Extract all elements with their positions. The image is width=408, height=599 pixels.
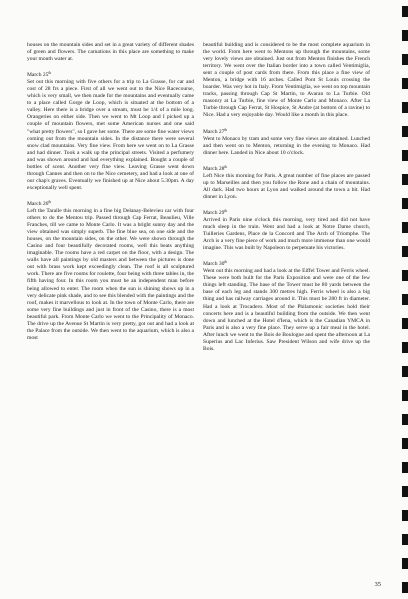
edge-mark [402,558,408,569]
entry-text: Went out this morning and had a look at the Eiffel Tower and Ferris wheel. These were both built for the Paris Exposition and were one of the few things left standing. The base of the Tower must be 80 yards between the base of each leg and stands 300 metres high. Ferris wheel is also a big thing and has railway carriages around it. This must be 280 ft in diameter. Had a look at Trocadero. Most of the Philamonic societies hold their concerts here and is a beautiful building from the outside. We then went down and lunched at the Hotel d'Iena, which is the Canadian YMCA in Paris and is also a very fine place. They serve up a fair meal in the hotel. After lunch we went to the Bois de Boulogne and spent the afternoon at La Superius and Lac Inferius. Saw President Wilson and wife drive up the Bois. [203,268,370,352]
edge-mark [402,390,408,401]
entry-continuation-right [203,42,370,120]
entry-text: Set out this morning with five others for a trip to La Grasse, for car and cost of 28 frs a piece. First of all we went out to the Nice Racecourse, which is very small, we then made for the mountains and eventually came to a place called Gorge de Loop, which is situated at the bottom of a valley. Here there is a bridge over a stream, must be 1/4 of a mile long. Orangeries on either side. Then we went to Mt Loop and I picked up a couple of mountain flowers, met some American nurses and one said "what pretty flowers", so I gave her some. There are some fine water views coming out from the mountain sides. In the distance there were several snow clad mountains. Very fine view. From here we went on to La Grasse and had dinner. Took a walk up the principal streets. Visited a perfumery and was shown around and had everything explained. Bought a couple of bottles of scent. Another very fine view. Leaving Grasse went down through Cannes and then on to the Nice cemetery, and had a look at one of our chap's graves. Eventually we finished up at Nice about 5.30pm. A day exceptionally well spent. [27,79,194,191]
entry-continuation-left [27,42,194,63]
edge-mark [402,150,408,161]
edge-mark [402,534,408,545]
edge-mark [402,198,408,209]
edge-mark [402,510,408,521]
entry-march-26 [27,201,194,342]
entry-march-27 [203,129,370,157]
left-column [27,42,194,351]
entry-text: beautiful building and is considered to be the most complete aquarium in the world. From here went to Mentons up through the mountains, some very lovely views are obtained. Just out from Menton finishes the French territory. We went over the Italian border into a town called Ventimiglia, sent a couple of post cards from there. From this place a fine view of Menton, a bridge with 16 arches. Called Pont St Louis crossing the boarder. Was very hot in Italy. From Ventimiglia, we went on top mountain tracks, passing through Cap St Martin, to Avaran to La Turbie. Old masonry at La Turbie, fine view of Monte Carlo and Monaco. After La Turbie through Cap Ferrat, St Hospice, St Andre (at bottom of a ravine) to Nice. Had a very enjoyable day. Would like a month in this place. [203,42,370,119]
entry-date-heading: March 29th [203,208,228,216]
entry-march-28 [203,166,370,201]
entry-text: Left Nice this morning for Paris. A great number of fine places are passed up to Marseilles and then you follow the Rone and a chain of mountains. All dark. Had two hours at Lyon and walked around the town a bit. Had dinner in Lyon. [203,172,370,200]
entry-date-heading: March 28th [203,164,228,172]
right-column [203,42,370,362]
edge-mark [402,222,408,233]
edge-mark [402,342,408,353]
entry-date-heading: March 25th [27,71,52,79]
edge-mark [402,582,408,593]
edge-mark [402,6,408,17]
edge-mark [402,486,408,497]
entry-date-heading: March 27th [203,127,228,135]
edge-mark [402,30,408,41]
edge-mark [402,438,408,449]
edge-mark [402,246,408,257]
entry-march-29 [203,210,370,252]
edge-mark [402,54,408,65]
edge-mark [402,366,408,377]
edge-mark [402,174,408,185]
entry-march-25 [27,72,194,192]
edge-mark [402,318,408,329]
entry-date-heading: March 30th [203,260,228,268]
entry-text: Arrived in Paris nine o'clock this morning, very tired and did not have much sleep in the train. Went and had a look at Notre Dame church, Tuilleries Gardens, Place de la Concord and The Arch of Triomphe. The Arch is a very fine piece of work and much more immense than one would imagine. This was built by Napoleon to perpetuate his victories. [203,216,370,252]
entry-text: houses on the mountain sides and set in a great variety of different shades of green and flowers. The carnations in this place are something to make your mouth water at. [27,42,194,63]
edge-mark [402,414,408,425]
edge-mark [402,462,408,473]
binding-edge-marks [398,0,408,599]
edge-mark [402,294,408,305]
edge-mark [402,270,408,281]
edge-mark [402,78,408,89]
page-number: 35 [374,581,381,588]
entry-text: Went to Monaco by tram and some very fine views are obtained. Lunched and then went on to Menton, returning in the evening to Monaco. Had dinner here. Landed in Nice about 10 o'clock. [203,135,370,156]
edge-mark [402,126,408,137]
entry-text: Left the Taralle this morning in a fine big Delanay-Belevieu car with four others to do the Mentou trip. Passed through Cap Ferrat, Beaulieu, Ville Franches, till we came to Monte Carlo. It was a bright sunny day and the view obtained was simply superb. The fine blue sea, on one side and the houses, on the mountain sides, on the other. We were shown through the Casino and four beautifully decorated rooms, well this beats anything imaginable. The rooms have a red carpet on the floor, with a design. The walls have all paintings by old masters and between the pictures is done out with brass work kept exceedingly clean. The roof is all sculptured work. There are five rooms for roulette, four being with three tables in, the fifth having four. In this room you must be an independent man before being allowed to enter. The room when the sun is shining shows up in a very delicate pink shade, and to see this blended with the paintings and the roof, makes it marvellous to look at. In the town of Monte Carlo, there are some very fine buildings and just in front of the Casino, there is a most beautiful park. From Monte Carlo we went to the Principality of Monaco. The drive up the Avenue St Martin is very pretty, got out and had a look at the Palace from the outside. We then went to the aquarium, which is also a most [27,207,194,341]
edge-mark [402,102,408,113]
entry-march-30 [203,261,370,353]
entry-date-heading: March 26th [27,199,52,207]
